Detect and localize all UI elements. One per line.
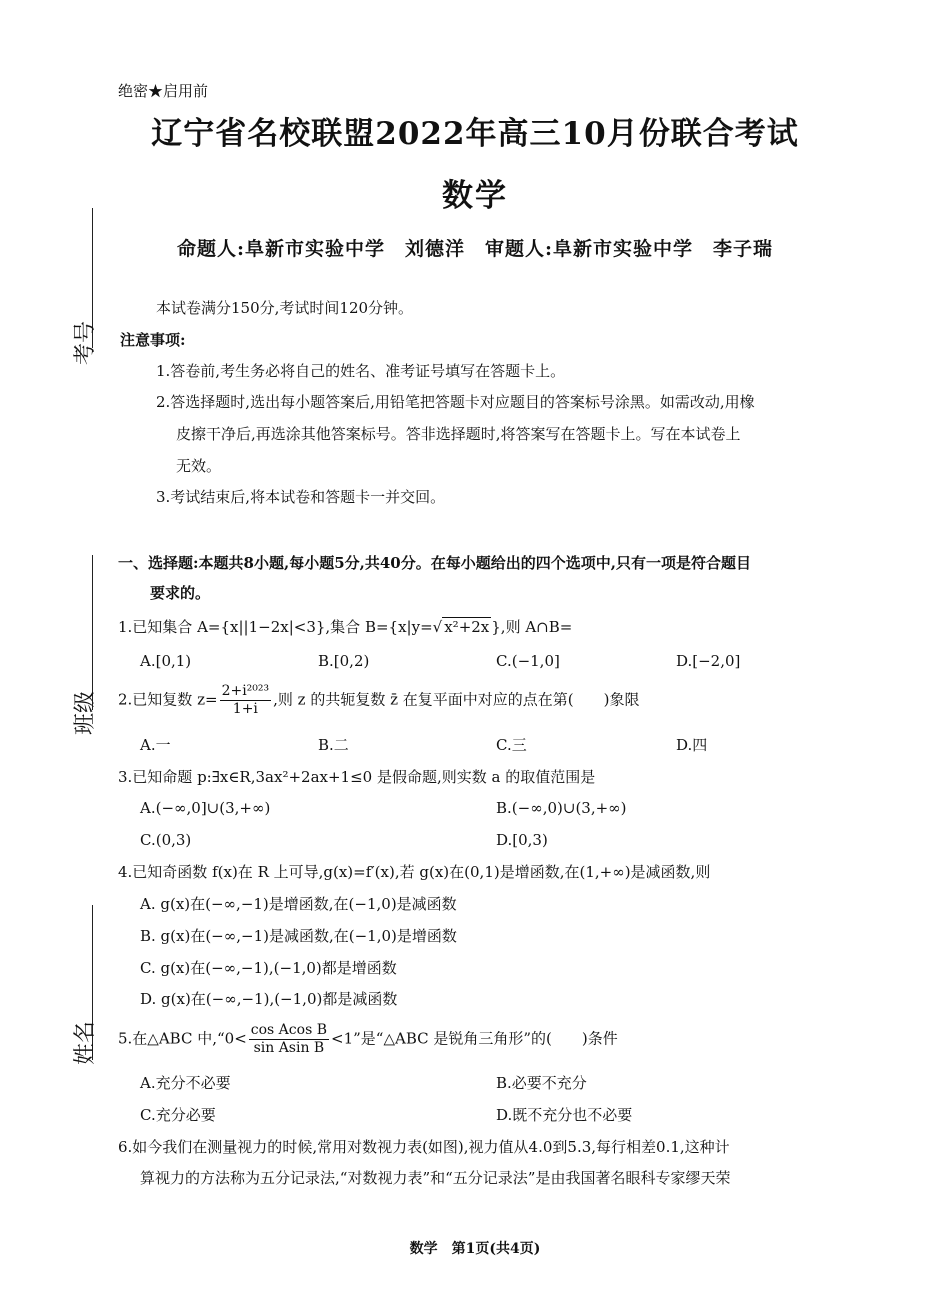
- exam-title: 辽宁省名校联盟2022年高三10月份联合考试: [151, 116, 799, 152]
- notice-item-3: 3.考试结束后,将本试卷和答题卡一并交回。: [156, 488, 446, 506]
- side-label-class: 班级: [73, 690, 98, 735]
- question-5-denominator: sin Asin B: [253, 1040, 325, 1056]
- question-2-fraction: [220, 683, 272, 718]
- question-5-stem: [118, 1022, 618, 1057]
- page-footer: 数学 第1页(共4页): [409, 1241, 541, 1257]
- margin-line-class: [92, 555, 93, 710]
- question-5-stem-pre: 5.在△ABC 中,“0<: [118, 1029, 247, 1048]
- question-5-fraction: [249, 1022, 329, 1057]
- question-3-option-d: D.[0,3): [496, 831, 548, 849]
- question-3-option-c: C.(0,3): [140, 831, 192, 849]
- question-4-stem: 4.已知奇函数 f(x)在 R 上可导,g(x)=f′(x),若 g(x)在(0,1)是增函数,在(1,+∞)是减函数,则: [118, 863, 711, 881]
- question-5-option-d: D.既不充分也不必要: [496, 1106, 633, 1124]
- score-note: 本试卷满分150分,考试时间120分钟。: [156, 299, 414, 317]
- question-2-option-c: C.三: [496, 736, 527, 754]
- question-2-option-d: D.四: [676, 736, 708, 754]
- notice-item-2-line-1: 2.答选择题时,选出每小题答案后,用铅笔把答题卡对应题目的答案标号涂黑。如需改动,用橡: [156, 393, 755, 411]
- question-2-denominator: 1+i: [232, 701, 258, 717]
- authors-line: 命题人:阜新市实验中学 刘德洋 审题人:阜新市实验中学 李子瑞: [176, 238, 774, 260]
- question-4-option-a: A. g(x)在(−∞,−1)是增函数,在(−1,0)是减函数: [140, 895, 457, 913]
- question-5-option-c: C.充分必要: [140, 1106, 216, 1124]
- sqrt-sign: √: [432, 618, 443, 636]
- question-6-line-2: 算视力的方法称为五分记录法,“对数视力表”和“五分记录法”是由我国著名眼科专家缪天荣: [140, 1169, 731, 1187]
- question-1-option-a: A.[0,1): [140, 652, 192, 670]
- question-5-option-a: A.充分不必要: [140, 1074, 231, 1092]
- question-3-option-b: B.(−∞,0)∪(3,+∞): [496, 799, 627, 817]
- side-label-name: 姓名: [73, 1020, 98, 1065]
- question-2-option-b: B.二: [318, 736, 349, 754]
- side-label-exam-no: 考号: [73, 320, 98, 365]
- question-4-option-b: B. g(x)在(−∞,−1)是减函数,在(−1,0)是增函数: [140, 927, 457, 945]
- notice-item-1: 1.答卷前,考生务必将自己的姓名、准考证号填写在答题卡上。: [156, 362, 566, 380]
- question-3-stem: 3.已知命题 p:∃x∈R,3ax²+2ax+1≤0 是假命题,则实数 a 的取值范围是: [118, 768, 596, 786]
- question-2-stem-post: ,则 z 的共轭复数 z̄ 在复平面中对应的点在第( )象限: [273, 690, 640, 709]
- section-heading-line-2: 要求的。: [150, 584, 211, 602]
- notice-title: 注意事项:: [120, 331, 186, 349]
- question-4-option-c: C. g(x)在(−∞,−1),(−1,0)都是增函数: [140, 959, 397, 977]
- question-6-line-1: 6.如今我们在测量视力的时候,常用对数视力表(如图),视力值从4.0到5.3,每行相差0.1,这种计: [118, 1138, 730, 1156]
- question-3-option-a: A.(−∞,0]∪(3,+∞): [140, 799, 271, 817]
- question-4-option-d: D. g(x)在(−∞,−1),(−1,0)都是减函数: [140, 990, 398, 1008]
- question-5-option-b: B.必要不充分: [496, 1074, 587, 1092]
- question-2-stem-pre: 2.已知复数 z=: [118, 690, 218, 709]
- question-1-radicand: x²+2x: [444, 618, 490, 636]
- question-5-stem-post: <1”是“△ABC 是锐角三角形”的( )条件: [331, 1029, 618, 1048]
- question-1-stem-post: },则 A∩B=: [491, 618, 573, 636]
- question-1-option-d: D.[−2,0]: [676, 652, 741, 670]
- question-2-stem: [118, 683, 640, 718]
- notice-item-2-line-3: 无效。: [176, 457, 222, 475]
- confidential-mark: 绝密★启用前: [118, 82, 209, 100]
- notice-item-2-line-2: 皮擦干净后,再选涂其他答案标号。答非选择题时,将答案写在答题卡上。写在本试卷上: [176, 425, 741, 443]
- section-heading-line-1: 一、选择题:本题共8小题,每小题5分,共40分。在每小题给出的四个选项中,只有一项是符合题目: [118, 554, 751, 572]
- question-5-numerator: cos Acos B: [250, 1022, 327, 1038]
- question-2-option-a: A.一: [140, 736, 171, 754]
- question-2-numerator: 2+i²⁰²³: [221, 683, 270, 699]
- question-1-stem-pre: 1.已知集合 A={x||1−2x|<3},集合 B={x|y=: [118, 618, 433, 636]
- subject-title: 数学: [442, 178, 508, 214]
- question-1-option-c: C.(−1,0]: [496, 652, 560, 670]
- question-1-option-b: B.[0,2): [318, 652, 370, 670]
- question-1-stem: [118, 617, 572, 637]
